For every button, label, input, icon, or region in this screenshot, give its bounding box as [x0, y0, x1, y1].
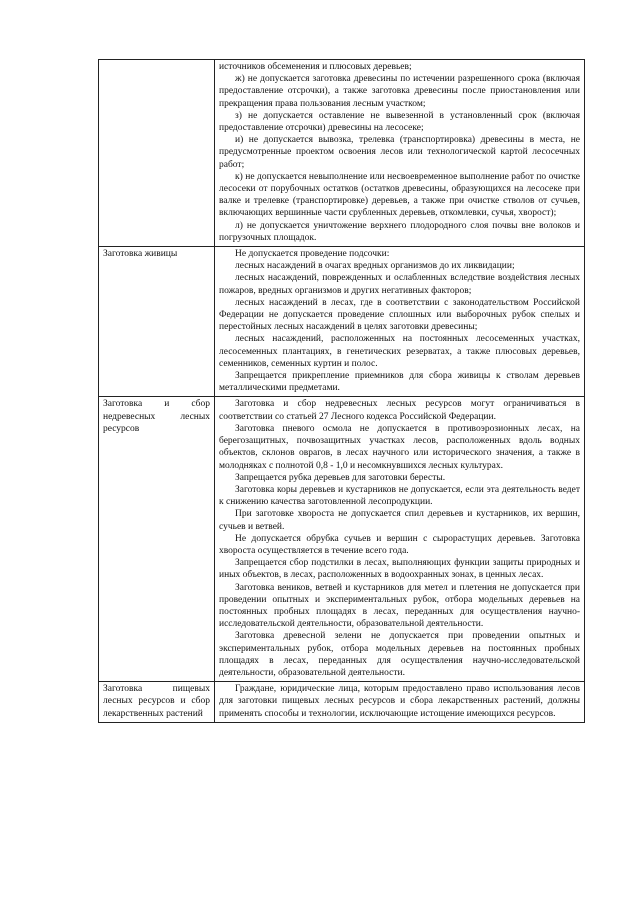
requirements-cell	[215, 60, 585, 247]
requirement-paragraph: Заготовка древесной зелени не допускается при проведении опытных и экспериментальных рубок, отбора модельных деревьев на постоянных пробных площадях в лесах, переданных для осуществления научно-исследовательской деятельности, образовательной деятельности.	[219, 631, 580, 678]
requirements-cell	[215, 247, 585, 397]
requirement-paragraph: ж) не допускается заготовка древесины по истечении разрешенного срока (включая предоставление отсрочки), а также заготовка древесины после приостановления или прекращения права пользования лесным участком;	[219, 74, 580, 109]
requirement-paragraph: и) не допускается вывозка, трелевка (транспортировка) древесины в места, не предусмотренные проектом освоения лесов или технологической картой лесосечных работ;	[219, 135, 580, 170]
requirement-paragraph: Не допускается обрубка сучьев и вершин с сырорастущих деревьев. Заготовка хвороста осуществляется в течение всего года.	[219, 533, 580, 556]
activity-label: Заготовка и сбор недревесных лесных ресурсов	[103, 399, 210, 434]
requirement-paragraph: л) не допускается уничтожение верхнего плодородного слоя почвы вне волоков и погрузочных площадок.	[219, 220, 580, 243]
requirements-cell	[215, 682, 585, 723]
activity-label: Заготовка живицы	[103, 249, 178, 260]
table-row	[99, 247, 585, 397]
table-row	[99, 397, 585, 682]
requirement-paragraph: Граждане, юридические лица, которым предоставлено право использования лесов для заготовки пищевых лесных ресурсов и сбора лекарственных растений, должны применять способы и технологии, исключающие истощение имеющихся ресурсов.	[219, 684, 580, 719]
requirement-paragraph: При заготовке хвороста не допускается спил деревьев и кустарников, их вершин, сучьев и ветвей.	[219, 509, 580, 532]
activity-cell	[99, 682, 215, 723]
requirement-paragraph: Запрещается рубка деревьев для заготовки бересты.	[235, 472, 446, 483]
table-row	[99, 682, 585, 723]
requirement-paragraph: лесных насаждений, расположенных на постоянных лесосеменных участках, лесосеменных плантациях, в генетических резерватах, а также плюсовых деревьев, семенников, семенных куртин и полос.	[219, 334, 580, 369]
requirement-paragraph: Запрещается сбор подстилки в лесах, выполняющих функции защиты природных и иных объектов, в лесах, расположенных в водоохранных зонах, в ценных лесах.	[219, 558, 580, 581]
requirement-paragraph: Запрещается прикрепление приемников для сбора живицы к стволам деревьев металлическими предметами.	[219, 371, 580, 394]
requirements-cell	[215, 397, 585, 682]
activity-cell	[99, 247, 215, 397]
requirement-paragraph: Заготовка коры деревьев и кустарников не допускается, если эта деятельность ведет к снижению качества заготовленной лесопродукции.	[219, 484, 580, 508]
activity-label: Заготовка пищевых лесных ресурсов и сбор лекарственных растений	[103, 684, 210, 719]
requirement-paragraph: лесных насаждений, поврежденных и ослабленных вследствие воздействия лесных пожаров, вредных организмов и других негативных факторов;	[219, 273, 580, 296]
requirement-paragraph: Заготовка и сбор недревесных лесных ресурсов могут ограничиваться в соответствии со статьей 27 Лесного кодекса Российской Федерации.	[219, 399, 580, 422]
activity-cell	[99, 60, 215, 247]
table-row	[99, 60, 585, 247]
requirement-paragraph: лесных насаждений в лесах, где в соответствии с законодательством Российской Федерации не допускается проведение сплошных или выборочных рубок спелых и перестойных лесных насаждений в целях заготовки древесины;	[219, 297, 580, 333]
requirement-paragraph: источников обсеменения и плюсовых деревьев;	[219, 62, 412, 72]
regulations-table	[98, 59, 585, 723]
requirement-paragraph: Заготовка пневого осмола не допускается в противоэрозионных лесах, на берегозащитных, почвозащитных участках лесов, расположенных вдоль водных объектов, склонов оврагов, в лесах научного или исторического значения, а также в молодняках с полнотой 0,8 - 1,0 и несомкнувшихся лесных культурах.	[219, 423, 580, 471]
requirement-paragraph: з) не допускается оставление не вывезенной в установленный срок (включая предоставление отсрочки) древесины на лесосеке;	[219, 110, 580, 134]
requirement-paragraph: Не допускается проведение подсочки:	[235, 249, 390, 260]
activity-cell	[99, 397, 215, 682]
requirement-paragraph: Заготовка веников, ветвей и кустарников для метел и плетения не допускается при проведении опытных и экспериментальных рубок, отбора модельных деревьев на постоянных пробных площадях в лесах, переданных для осуществления научно-исследовательской деятельности, образовательной деятельности.	[219, 582, 580, 630]
requirement-paragraph: лесных насаждений в очагах вредных организмов до их ликвидации;	[235, 261, 515, 272]
requirement-paragraph: к) не допускается невыполнение или несвоевременное выполнение работ по очистке лесосеки от порубочных остатков (остатков древесины, образующихся на лесосеке при валке и трелевке (транспортировке) деревьев, а также при очистке стволов от сучьев, включающих вершинные части срубленных деревьев, откомлевки, сучья, хворост);	[219, 171, 580, 219]
